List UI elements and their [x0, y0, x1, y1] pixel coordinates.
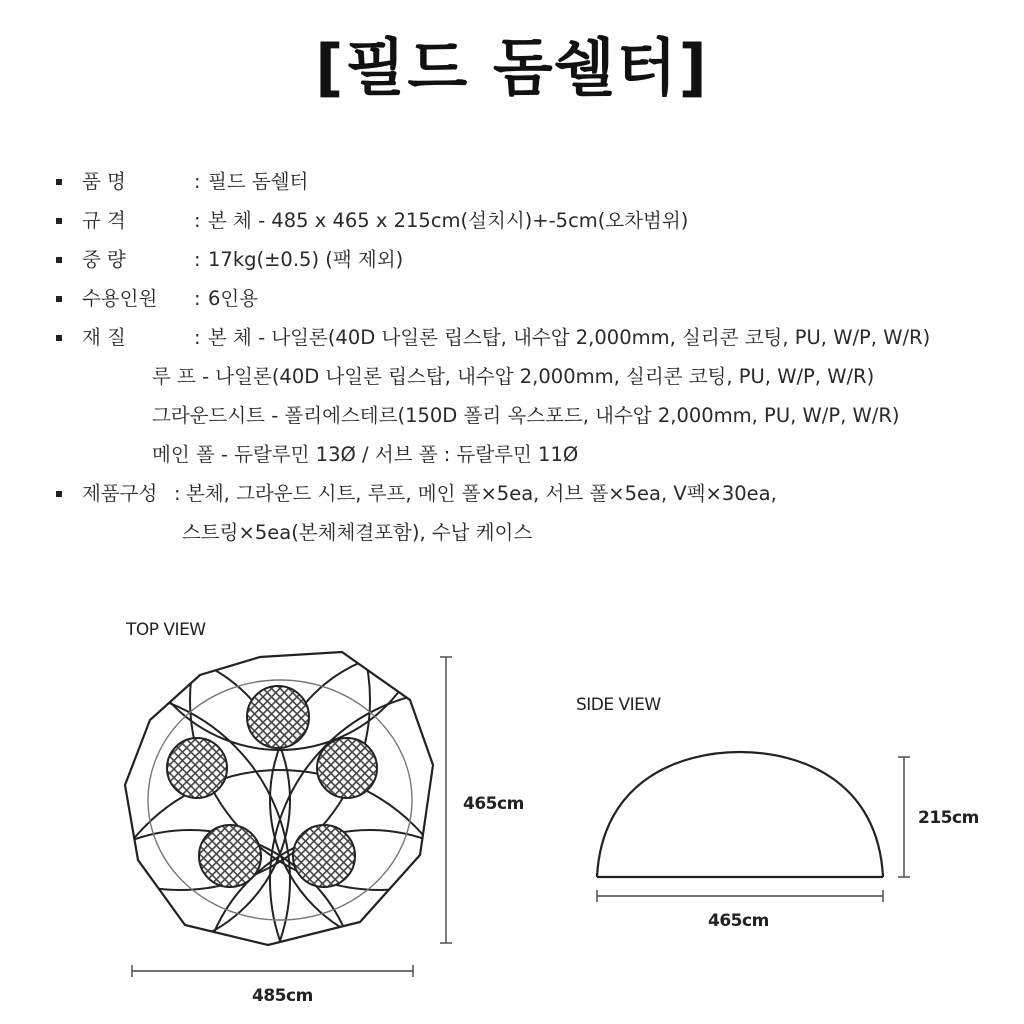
- spec-continuation-text: 그라운드시트 - 폴리에스테르(150D 폴리 옥스포드, 내수압 2,000mm, PU, W/P, W/R): [152, 404, 900, 427]
- top-view-label: TOP VIEW: [126, 620, 206, 640]
- top-view-depth-dimension: [440, 657, 452, 943]
- side-view-height-label: 215cm: [918, 808, 979, 828]
- spec-label: 중 량: [82, 248, 126, 271]
- spec-label: 수용인원: [82, 287, 158, 310]
- spec-continuation-text: 메인 폴 - 듀랄루민 13Ø / 서브 폴 : 듀랄루민 11Ø: [152, 443, 579, 466]
- spec-value: 17kg(±0.5) (팩 제외): [208, 248, 404, 271]
- spec-value: 본 체 - 485 x 465 x 215cm(설치시)+-5cm(오차범위): [208, 209, 689, 232]
- spec-row-name: 품 명 : 필드 돔쉘터: [56, 162, 996, 201]
- side-view-width-label: 465cm: [708, 911, 769, 931]
- spec-row-material: 재 질 : 본 체 - 나일론(40D 나일론 립스탑, 내수압 2,000mm, 실리콘 코팅, PU, W/P, W/R): [56, 318, 996, 357]
- spec-label: 규 격: [82, 209, 126, 232]
- side-view-width-dimension: [597, 890, 883, 902]
- top-view-width-dimension: [132, 965, 413, 977]
- spec-continuation-text: 스트링×5ea(본체체결포함), 수납 케이스: [182, 521, 533, 544]
- spec-value: 6인용: [208, 287, 259, 310]
- side-view-label: SIDE VIEW: [576, 695, 661, 715]
- page-title: [필드 돔쉘터]: [315, 31, 709, 104]
- top-view-depth-label: 465cm: [463, 794, 524, 814]
- side-view-drawing: [597, 752, 883, 877]
- mesh-window: [199, 825, 261, 887]
- mesh-window: [247, 686, 309, 748]
- spec-label: 재 질: [82, 326, 126, 349]
- spec-row-components: 제품구성 : 본체, 그라운드 시트, 루프, 메인 폴×5ea, 서브 폴×5ea, V펙×30ea,: [56, 474, 996, 513]
- mesh-window: [293, 825, 355, 887]
- spec-value: 본체, 그라운드 시트, 루프, 메인 폴×5ea, 서브 폴×5ea, V펙×30ea,: [186, 482, 777, 505]
- mesh-window: [167, 738, 227, 798]
- spec-label: 품 명: [82, 170, 126, 193]
- mesh-window: [317, 738, 377, 798]
- spec-value: 본 체 - 나일론(40D 나일론 립스탑, 내수압 2,000mm, 실리콘 코팅, PU, W/P, W/R): [208, 326, 931, 349]
- spec-value: 필드 돔쉘터: [208, 170, 309, 193]
- spec-row-capacity: 수용인원 : 6인용: [56, 279, 996, 318]
- spec-continuation-text: 루 프 - 나일론(40D 나일론 립스탑, 내수압 2,000mm, 실리콘 코팅, PU, W/P, W/R): [152, 365, 875, 388]
- top-view-width-label: 485cm: [252, 986, 313, 1006]
- spec-row-weight: 중 량 : 17kg(±0.5) (팩 제외): [56, 240, 996, 279]
- side-view-height-dimension: [898, 757, 910, 877]
- spec-label: 제품구성: [82, 482, 158, 505]
- spec-row-size: 규 격 : 본 체 - 485 x 465 x 215cm(설치시)+-5cm(오차범위): [56, 201, 996, 240]
